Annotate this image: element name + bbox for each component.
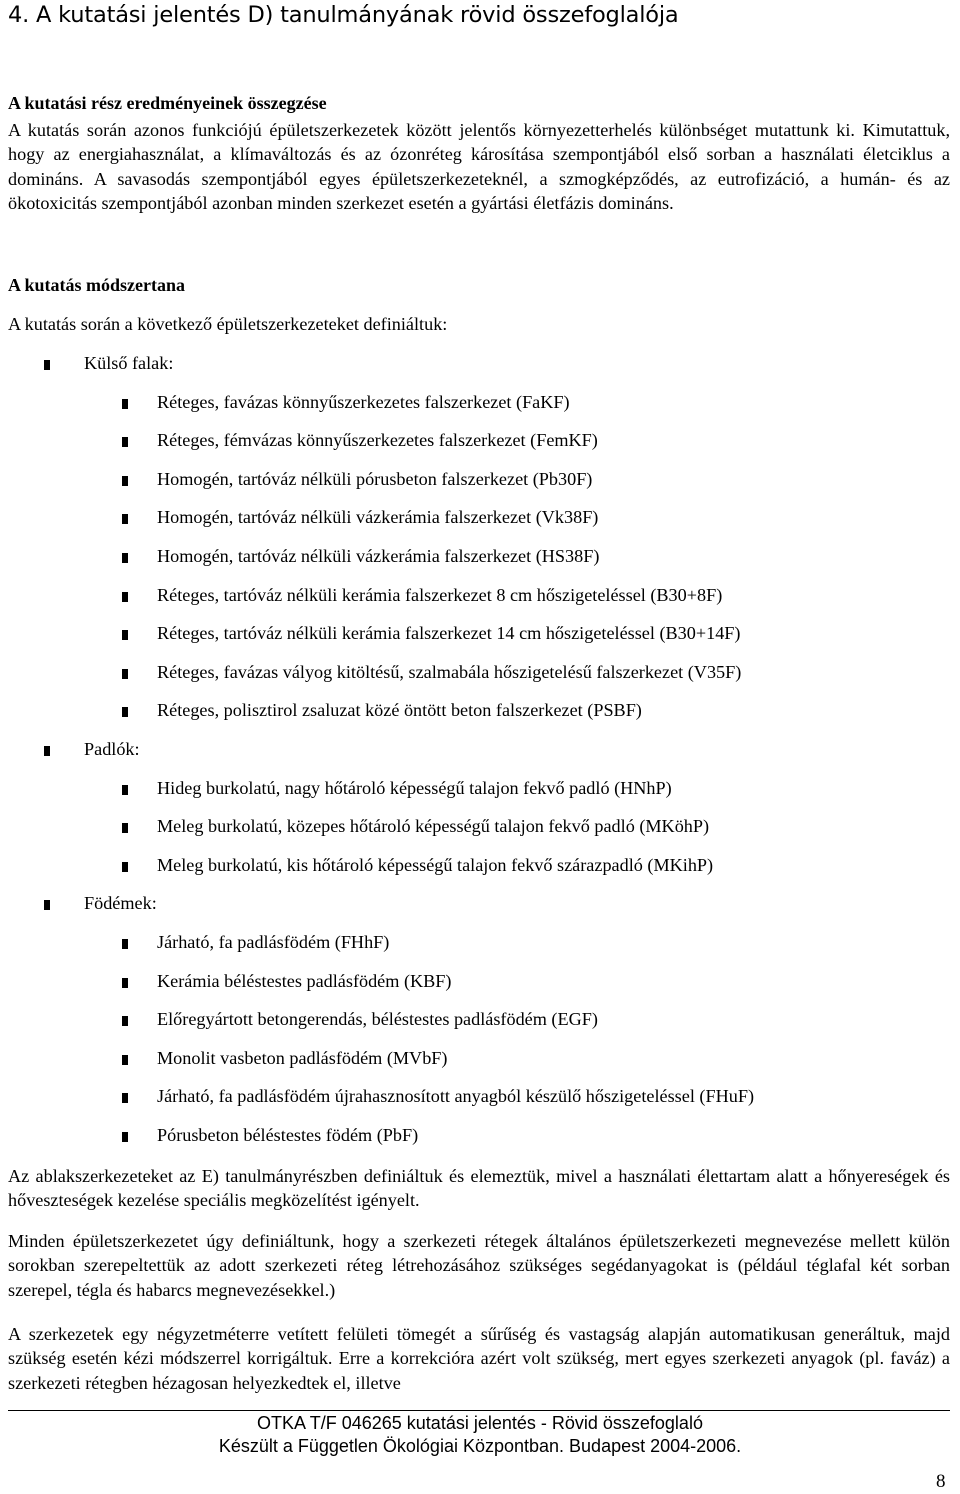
square-bullet-icon (44, 360, 50, 370)
footer-line-2: Készült a Független Ökológiai Központban. Budapest 2004-2006. (218, 1436, 742, 1456)
list-item: Réteges, fémvázas könnyűszerkezetes falszerkezet (FemKF) (157, 430, 598, 451)
windows-paragraph: Az ablakszerkezeteket az E) tanulmányrészben definiáltuk és elemeztük, mivel a használati élettartam alatt a hőnyereségek és hőveszteségek kezelése speciális megközelítést igényelt. (8, 1166, 950, 1211)
list-item: Réteges, favázas vályog kitöltésű, szalmabála hőszigetelésű falszerkezet (V35F) (157, 661, 742, 682)
list-item: Réteges, tartóváz nélküli kerámia falszerkezet 8 cm hőszigeteléssel (B30+8F) (157, 584, 723, 605)
footer-divider (8, 1410, 950, 1411)
section-heading-results: A kutatási rész eredményeinek összegzése (8, 93, 327, 113)
square-bullet-icon (122, 514, 128, 524)
group-label: Födémek: (84, 893, 157, 914)
list-item: Homogén, tartóváz nélküli vázkerámia falszerkezet (HS38F) (157, 546, 600, 566)
group-label: Padlók: (84, 739, 140, 759)
square-bullet-icon (122, 476, 128, 486)
group-label: Külső falak: (84, 353, 174, 373)
list-item: Réteges, tartóváz nélküli kerámia falszerkezet 14 cm hőszigeteléssel (B30+14F) (157, 623, 741, 644)
square-bullet-icon (122, 978, 128, 988)
mass-paragraph: A szerkezetek egy négyzetméterre vetített felületi tömegét a sűrűség és vastagság alapján automatikusan generáltuk, majd szükség esetén kézi módszerrel korrigáltuk. Erre a korrekcióra azért volt szükség, mert egyes szerkezeti anyagok (pl. faváz) a szerkezeti rétegben hézagosan helyezkedtek el, illetve (8, 1324, 950, 1393)
naming-paragraph: Minden épületszerkezetet úgy definiáltunk, hogy a szerkezeti rétegek általános épületszerkezeti megnevezése mellett külön sorokban szerepeltettük az adott szerkezeti réteg létrehozásához szükséges segédanyagokat is (például téglafal két sorban szerepel, tégla és habarcs megnevezésekkel.) (8, 1231, 950, 1300)
square-bullet-icon (122, 1055, 128, 1065)
list-item: Monolit vasbeton padlásfödém (MVbF) (157, 1047, 448, 1068)
list-item: Meleg burkolatú, kis hőtároló képességű talajon fekvő szárazpadló (MKihP) (157, 854, 714, 875)
list-item: Kerámia béléstestes padlásfödém (KBF) (157, 970, 452, 991)
square-bullet-icon (122, 1093, 128, 1103)
square-bullet-icon (44, 900, 50, 910)
results-paragraph: A kutatás során azonos funkciójú épületszerkezetek között jelentős környezetterhelés különbséget mutattunk ki. Kimutattuk, hogy az energiahasználat, a klímaváltozás és az ózonréteg károsítása szempontjából első sorban a használati életciklus a domináns. A savasodás szempontjából egyes épületszerkezeteknél, a szmogképződés, az eutrofizáció, a humán- és az ökotoxicitás szempontjából azonban minden szerkezet esetén a gyártási életfázis domináns. (8, 120, 950, 214)
list-item: Járható, fa padlásfödém (FHhF) (157, 932, 390, 952)
list-item: Homogén, tartóváz nélküli vázkerámia falszerkezet (Vk38F) (157, 507, 599, 528)
list-item: Pórusbeton béléstestes födém (PbF) (157, 1125, 419, 1145)
page-title: 4. A kutatási jelentés D) tanulmányának rövid összefoglalója (8, 2, 679, 28)
footer-line-1: OTKA T/F 046265 kutatási jelentés - Rövid összefoglaló (257, 1413, 703, 1433)
list-item: Járható, fa padlásfödém újrahasznosított anyagból készülő hőszigeteléssel (FHuF) (157, 1086, 754, 1107)
square-bullet-icon (122, 592, 128, 602)
square-bullet-icon (122, 1132, 128, 1142)
square-bullet-icon (122, 437, 128, 447)
square-bullet-icon (122, 707, 128, 717)
list-item: Hideg burkolatú, nagy hőtároló képességű talajon fekvő padló (HNhP) (157, 777, 672, 798)
square-bullet-icon (44, 746, 50, 756)
square-bullet-icon (122, 669, 128, 679)
list-item: Réteges, favázas könnyűszerkezetes falszerkezet (FaKF) (157, 391, 570, 412)
methodology-intro: A kutatás során a következő épületszerkezeteket definiáltuk: (8, 314, 448, 334)
square-bullet-icon (122, 1016, 128, 1026)
page-number: 8 (936, 1471, 946, 1492)
list-item: Homogén, tartóváz nélküli pórusbeton falszerkezet (Pb30F) (157, 468, 593, 489)
list-item: Meleg burkolatú, közepes hőtároló képességű talajon fekvő padló (MKöhP) (157, 816, 710, 837)
list-item: Előregyártott betongerendás, béléstestes padlásfödém (EGF) (157, 1009, 598, 1030)
square-bullet-icon (122, 862, 128, 872)
square-bullet-icon (122, 399, 128, 409)
list-item: Réteges, polisztirol zsaluzat közé öntött beton falszerkezet (PSBF) (157, 700, 642, 721)
square-bullet-icon (122, 630, 128, 640)
section-heading-methodology: A kutatás módszertana (8, 275, 186, 295)
square-bullet-icon (122, 553, 128, 563)
square-bullet-icon (122, 785, 128, 795)
square-bullet-icon (122, 939, 128, 949)
square-bullet-icon (122, 823, 128, 833)
